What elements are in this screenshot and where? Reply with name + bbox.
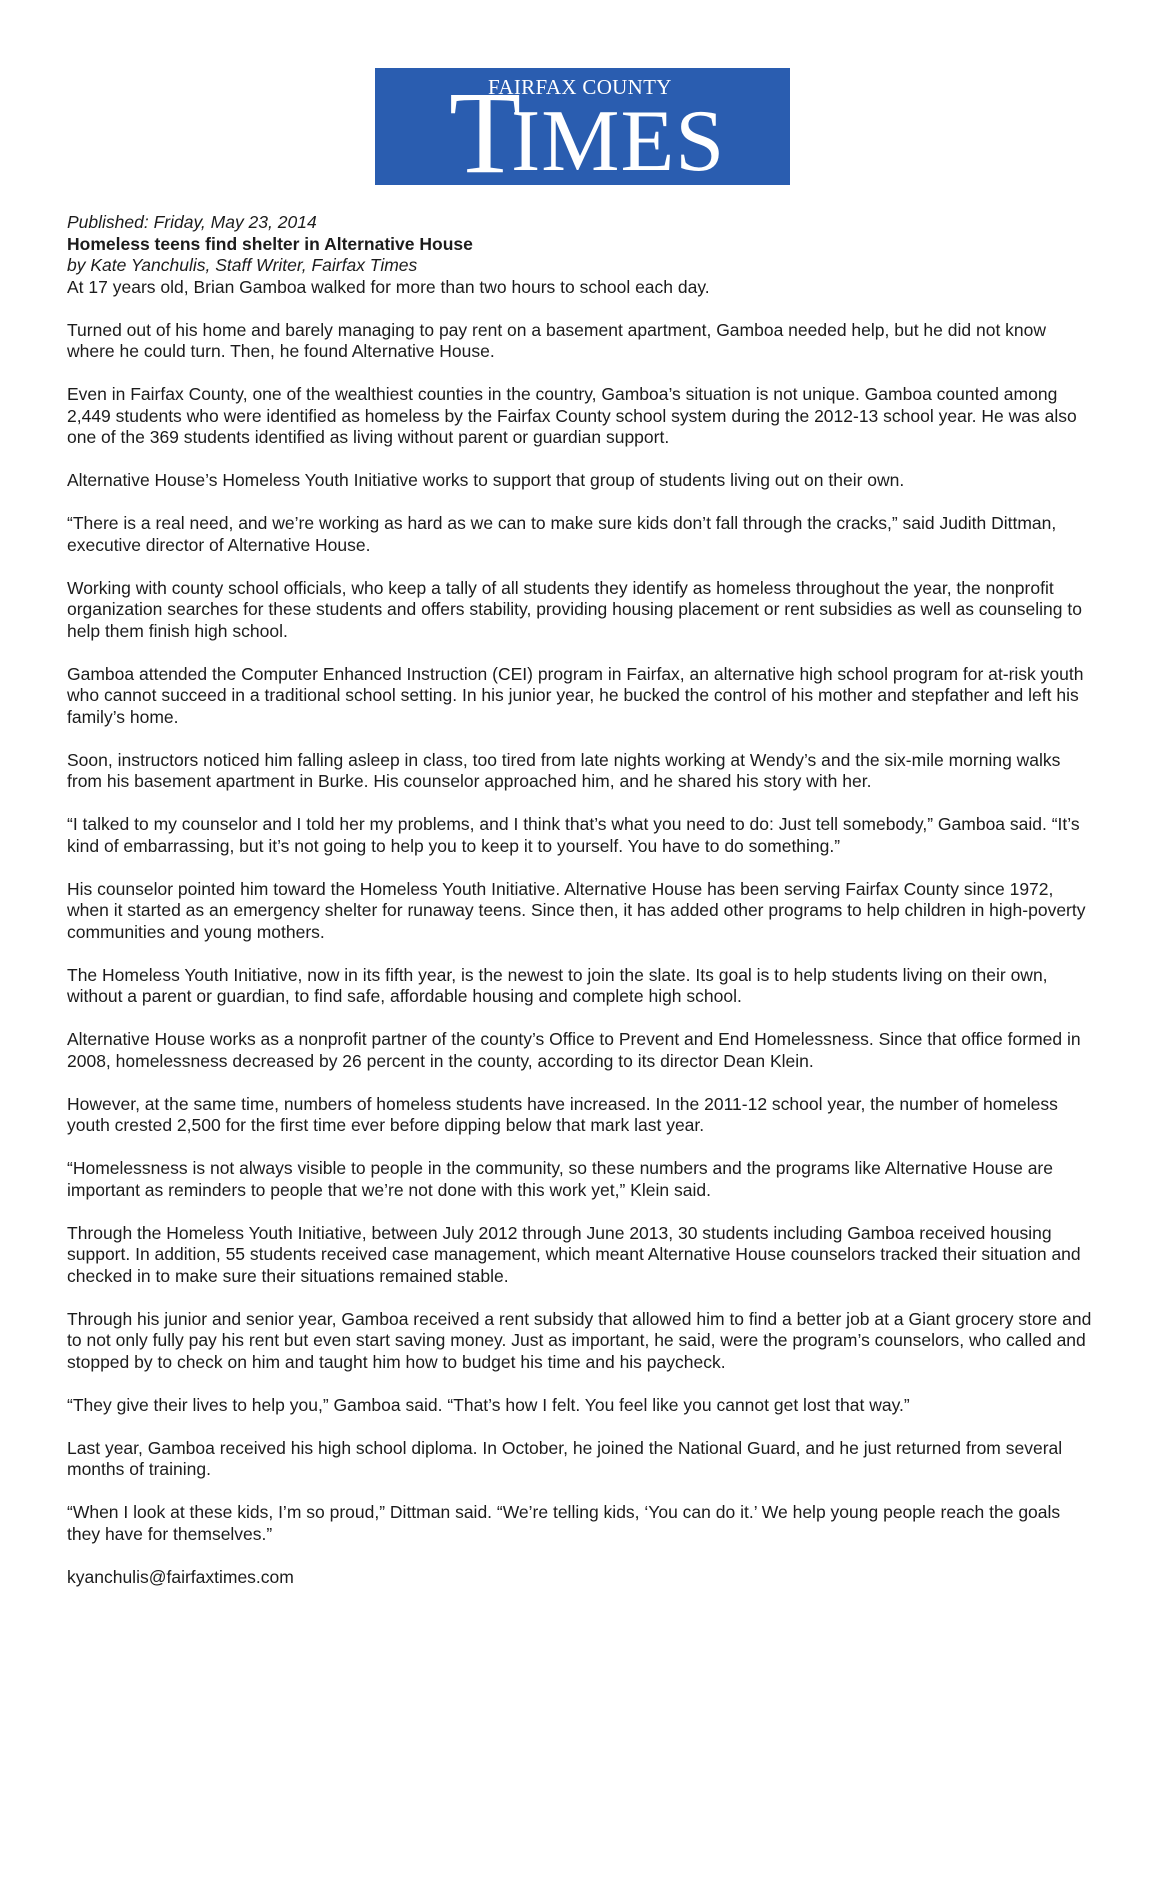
- paragraph-8: Soon, instructors noticed him falling asleep in class, too tired from late nights working at Wendy’s and the six-mile morning walks from his basement apartment in Burke. His counselor approached him, and he shared his story with her.: [67, 749, 1061, 791]
- paragraph-9: “I talked to my counselor and I told her my problems, and I think that’s what you need to do: Just tell somebody,” Gamboa said. “It’s kind of embarrassing, but it’s not going to help you to keep it to yourself. You have to do something.”: [67, 814, 1080, 856]
- paragraph-17: “They give their lives to help you,” Gamboa said. “That’s how I felt. You feel like you cannot get lost that way.”: [67, 1394, 910, 1415]
- masthead-big-letter: T: [449, 68, 521, 185]
- paragraph-11: The Homeless Youth Initiative, now in its fifth year, is the newest to join the slate. Its goal is to help students living on their own, without a parent or guardian, to find safe, affordable housing and complete high school.: [67, 964, 1048, 1006]
- paragraph-5: “There is a real need, and we’re working as hard as we can to make sure kids don’t fall through the cracks,” said Judith Dittman, executive director of Alternative House.: [67, 513, 1057, 555]
- paragraph-18: Last year, Gamboa received his high school diploma. In October, he joined the National Guard, and he just returned from several months of training.: [67, 1437, 1063, 1479]
- byline: by Kate Yanchulis, Staff Writer, Fairfax Times: [67, 255, 418, 275]
- author-email[interactable]: kyanchulis@fairfaxtimes.com: [67, 1566, 294, 1587]
- paragraph-7: Gamboa attended the Computer Enhanced Instruction (CEI) program in Fairfax, an alternative high school program for at-risk youth who cannot succeed in a traditional school setting. In his junior year, he bucked the control of his mother and stepfather and left his family’s home.: [67, 663, 1084, 727]
- paragraph-19: “When I look at these kids, I’m so proud,” Dittman said. “We’re telling kids, ‘You can do it.’ We help young people reach the goals they have for themselves.”: [67, 1502, 1061, 1544]
- paragraph-4: Alternative House’s Homeless Youth Initiative works to support that group of students living out on their own.: [67, 470, 905, 490]
- masthead-logo: [375, 68, 790, 185]
- paragraph-10: His counselor pointed him toward the Homeless Youth Initiative. Alternative House has been serving Fairfax County since 1972, when it started as an emergency shelter for runaway teens. Since then, it has added other programs to help children in high-poverty communities and young mothers.: [67, 878, 1086, 942]
- paragraph-6: Working with county school officials, who keep a tally of all students they identify as homeless throughout the year, the nonprofit organization searches for these students and offers stability, providing housing placement or rent subsidies as well as counseling to help them finish high school.: [67, 577, 1082, 641]
- masthead-county: FAIRFAX COUNTY: [488, 75, 672, 99]
- paragraph-1: At 17 years old, Brian Gamboa walked for more than two hours to school each day.: [67, 276, 710, 297]
- paragraph-15: Through the Homeless Youth Initiative, between July 2012 through June 2013, 30 students including Gamboa received housing support. In addition, 55 students received case management, which meant Alternative House counselors tracked their situation and checked in to make sure their situations remained stable.: [67, 1222, 1081, 1286]
- paragraph-3: Even in Fairfax County, one of the wealthiest counties in the country, Gamboa’s situation is not unique. Gamboa counted among 2,449 students who were identified as homeless by the Fairfax County school system during the 2012-13 school year. He was also one of the 369 students identified as living without parent or guardian support.: [67, 384, 1077, 447]
- paragraph-13: However, at the same time, numbers of homeless students have increased. In the 2011-12 school year, the number of homeless youth crested 2,500 for the first time ever before dipping below that mark last year.: [67, 1093, 1058, 1135]
- article: [67, 212, 1097, 1610]
- article-headline: Homeless teens find shelter in Alternative House: [67, 233, 473, 254]
- paragraph-16: Through his junior and senior year, Gamboa received a rent subsidy that allowed him to find a better job at a Giant grocery store and to not only fully pay his rent but even start saving money. Just as important, he said, were the program’s counselors, who called and stopped by to check on him and taught him how to budget his time and his paycheck.: [67, 1308, 1092, 1372]
- paragraph-14: “Homelessness is not always visible to people in the community, so these numbers and the programs like Alternative House are important as reminders to people that we’re not done with this work yet,” Klein said.: [67, 1158, 1053, 1200]
- paragraph-12: Alternative House works as a nonprofit partner of the county’s Office to Prevent and End Homelessness. Since that office formed in 2008, homelessness decreased by 26 percent in the county, according to its director Dean Klein.: [67, 1029, 1081, 1071]
- masthead-times: IMES: [511, 93, 726, 185]
- paragraph-2: Turned out of his home and barely managing to pay rent on a basement apartment, Gamboa needed help, but he did not know where he could turn. Then, he found Alternative House.: [67, 319, 1047, 361]
- published-date: Published: Friday, May 23, 2014: [67, 212, 317, 232]
